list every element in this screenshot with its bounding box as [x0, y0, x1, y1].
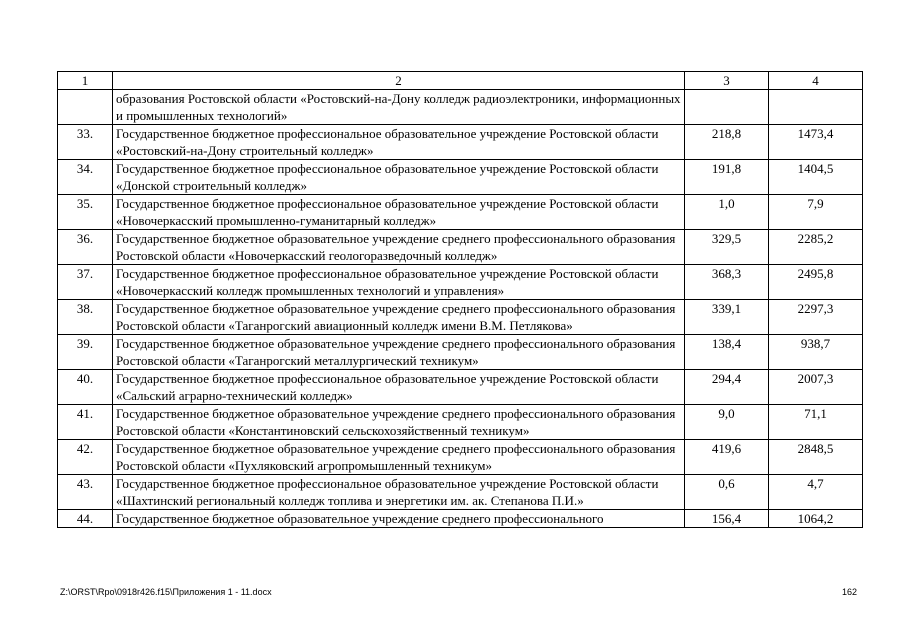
- institution-name: Государственное бюджетное профессиональное образовательное учреждение Ростовской области «Новочеркасский колледж промышленных технологий и управления»: [113, 265, 685, 300]
- table-row: [58, 440, 863, 475]
- header-row: [58, 72, 863, 90]
- institution-name: Государственное бюджетное образовательное учреждение среднего профессионального образования Ростовской области «Новочеркасский геологоразведочный колледж»: [113, 230, 685, 265]
- row-number: 34.: [58, 160, 113, 195]
- table-row: [58, 230, 863, 265]
- value-col4: 1404,5: [769, 160, 863, 195]
- header-cell-4: 4: [769, 72, 863, 90]
- table-body: [58, 72, 863, 528]
- row-number: 44.: [58, 510, 113, 528]
- table-row: [58, 265, 863, 300]
- table-row: [58, 125, 863, 160]
- value-col3: 138,4: [685, 335, 769, 370]
- table-row: [58, 475, 863, 510]
- row-number: 35.: [58, 195, 113, 230]
- header-cell-1: 1: [58, 72, 113, 90]
- value-col4: 2848,5: [769, 440, 863, 475]
- institution-name: Государственное бюджетное образовательное учреждение среднего профессионального: [113, 510, 685, 528]
- header-cell-3: 3: [685, 72, 769, 90]
- value-col4: 4,7: [769, 475, 863, 510]
- institution-name: Государственное бюджетное профессиональное образовательное учреждение Ростовской области «Шахтинский региональный колледж топлива и энергетики им. ак. Степанова П.И.»: [113, 475, 685, 510]
- row-number: 33.: [58, 125, 113, 160]
- value-col4: 1064,2: [769, 510, 863, 528]
- table-row: [58, 300, 863, 335]
- table-row: [58, 370, 863, 405]
- row-number: 40.: [58, 370, 113, 405]
- row-number: 43.: [58, 475, 113, 510]
- table-row: [58, 195, 863, 230]
- table-row: [58, 405, 863, 440]
- institution-name: Государственное бюджетное профессиональное образовательное учреждение Ростовской области «Донской строительный колледж»: [113, 160, 685, 195]
- institution-name: Государственное бюджетное образовательное учреждение среднего профессионального образования Ростовской области «Константиновский сельскохозяйственный техникум»: [113, 405, 685, 440]
- institution-name: Государственное бюджетное образовательное учреждение среднего профессионального образования Ростовской области «Таганрогский авиационный колледж имени В.М. Петлякова»: [113, 300, 685, 335]
- value-col3: 329,5: [685, 230, 769, 265]
- value-col4: 938,7: [769, 335, 863, 370]
- institution-name: Государственное бюджетное профессиональное образовательное учреждение Ростовской области «Новочеркасский промышленно-гуманитарный колледж»: [113, 195, 685, 230]
- appendix-table: [57, 71, 863, 528]
- value-col4: [769, 90, 863, 125]
- row-number: 38.: [58, 300, 113, 335]
- continuation-row: [58, 90, 863, 125]
- institution-name: Государственное бюджетное профессиональное образовательное учреждение Ростовской области «Ростовский-на-Дону строительный колледж»: [113, 125, 685, 160]
- value-col3: 1,0: [685, 195, 769, 230]
- institution-name: Государственное бюджетное профессиональное образовательное учреждение Ростовской области «Сальский аграрно-технический колледж»: [113, 370, 685, 405]
- institution-name: образования Ростовской области «Ростовский-на-Дону колледж радиоэлектроники, информационных и промышленных технологий»: [113, 90, 685, 125]
- value-col3: 419,6: [685, 440, 769, 475]
- row-number: 39.: [58, 335, 113, 370]
- value-col4: 71,1: [769, 405, 863, 440]
- table-row: [58, 335, 863, 370]
- value-col3: 294,4: [685, 370, 769, 405]
- institution-name: Государственное бюджетное образовательное учреждение среднего профессионального образования Ростовской области «Пухляковский агропромышленный техникум»: [113, 440, 685, 475]
- row-number: 42.: [58, 440, 113, 475]
- value-col4: 2007,3: [769, 370, 863, 405]
- row-number: 41.: [58, 405, 113, 440]
- value-col3: 156,4: [685, 510, 769, 528]
- value-col3: 368,3: [685, 265, 769, 300]
- value-col4: 1473,4: [769, 125, 863, 160]
- table-row: [58, 160, 863, 195]
- value-col4: 2297,3: [769, 300, 863, 335]
- table-row: [58, 510, 863, 528]
- row-number: 37.: [58, 265, 113, 300]
- file-path: Z:\ORST\Rpo\0918r426.f15\Приложения 1 - 11.docx: [60, 587, 272, 597]
- value-col3: 218,8: [685, 125, 769, 160]
- value-col4: 7,9: [769, 195, 863, 230]
- value-col3: 0,6: [685, 475, 769, 510]
- institution-name: Государственное бюджетное образовательное учреждение среднего профессионального образования Ростовской области «Таганрогский металлургический техникум»: [113, 335, 685, 370]
- value-col3: 339,1: [685, 300, 769, 335]
- row-number: 36.: [58, 230, 113, 265]
- value-col4: 2285,2: [769, 230, 863, 265]
- page-number: 162: [842, 587, 858, 597]
- value-col3: 9,0: [685, 405, 769, 440]
- header-cell-2: 2: [113, 72, 685, 90]
- value-col3: 191,8: [685, 160, 769, 195]
- value-col4: 2495,8: [769, 265, 863, 300]
- row-number: [58, 90, 113, 125]
- value-col3: [685, 90, 769, 125]
